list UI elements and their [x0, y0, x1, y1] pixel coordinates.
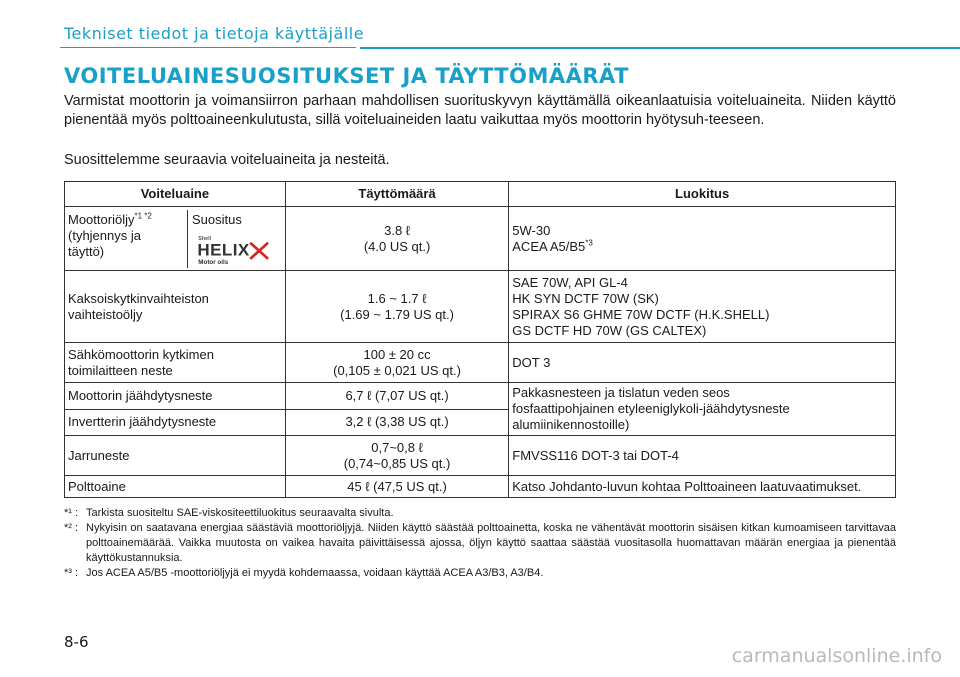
engine-oil-acea-footnote-ref: *3: [585, 238, 593, 248]
clutch-fluid-classification: DOT 3: [509, 343, 896, 383]
table-row-dct-oil: [65, 271, 896, 343]
table-row-brake-fluid: [65, 436, 896, 476]
brake-fluid-capacity: [285, 436, 508, 476]
engine-oil-label-line2: (tyhjennys ja: [68, 227, 141, 243]
inverter-coolant-capacity: 3,2 ℓ (3,38 US qt.): [285, 409, 508, 436]
engine-oil-qty-litres: 3.8 ℓ: [384, 222, 410, 238]
dct-oil-capacity: [285, 271, 508, 343]
dct-oil-class-line: HK SYN DCTF 70W (SK): [512, 290, 659, 306]
engine-oil-footnote-ref: *1 *2: [134, 211, 152, 221]
engine-oil-label-line1: Moottoriöljy: [68, 211, 135, 227]
dct-oil-label-line1: Kaksoiskytkinvaihteiston: [68, 290, 209, 306]
watermark: carmanualsonline.info: [731, 645, 942, 667]
brake-fluid-classification: FMVSS116 DOT-3 tai DOT-4: [509, 436, 896, 476]
clutch-fluid-capacity: [285, 343, 508, 383]
engine-oil-qty-usqt: (4.0 US qt.): [363, 238, 431, 254]
footnotes: [64, 506, 896, 581]
shell-recommendation: [187, 210, 285, 268]
clutch-fluid-qty-usqt: (0,105 ± 0,021 US qt.): [333, 362, 461, 378]
page-heading: VOITELUAINESUOSITUKSET JA TÄYTTÖMÄÄRÄT: [64, 64, 629, 88]
clutch-fluid-label-line1: Sähkömoottorin kytkimen: [68, 346, 214, 362]
engine-oil-viscosity: 5W-30: [512, 222, 551, 238]
fuel-label: Polttoaine: [65, 476, 286, 498]
shell-helix-logo: [192, 232, 278, 266]
footnote-mark: *¹ :: [64, 507, 79, 519]
engine-coolant-label: Moottorin jäähdytysneste: [65, 383, 286, 410]
engine-oil-label: [65, 210, 187, 268]
engine-oil-cell: [65, 207, 286, 271]
clutch-fluid-label-line2: toimilaitteen neste: [68, 362, 173, 378]
engine-oil-classification: [509, 207, 896, 271]
table-row-engine-coolant: [65, 383, 896, 410]
dct-oil-label-line2: vaihteistoöljy: [68, 306, 143, 322]
intro-paragraph: Varmistat moottorin ja voimansiirron parhaan mahdollisen suorituskyvyn käyttämällä oikeanlaatuisia voiteluaineita. Niiden käyttö pienentää myös polttoaineenkulutusta, sillä voiteluaineiden laatu vaikuttaa myös moottorin hyötysuh-teeseen.: [64, 93, 896, 128]
inverter-coolant-label: Invertterin jäähdytysneste: [65, 409, 286, 436]
engine-oil-capacity: [285, 207, 508, 271]
dct-oil-qty-usqt: (1.69 ~ 1.79 US qt.): [340, 306, 454, 322]
dct-oil-class-line: SAE 70W, API GL-4: [512, 274, 628, 290]
footnote-1: [64, 506, 896, 521]
dct-oil-class-line: SPIRAX S6 GHME 70W DCTF (H.K.SHELL): [512, 306, 770, 322]
footnote-mark: *² :: [64, 522, 79, 534]
fuel-classification: Katso Johdanto-luvun kohtaa Polttoaineen laatuvaatimukset.: [509, 476, 896, 498]
column-header-capacity: Täyttömäärä: [285, 182, 508, 207]
svg-text:HELIX: HELIX: [197, 239, 250, 259]
page-number: 8-6: [64, 633, 89, 651]
intro-paragraph-2: Suosittelemme seuraavia voiteluaineita ja nesteitä.: [64, 152, 390, 168]
table-row-fuel: [65, 476, 896, 498]
table-row-clutch-fluid: [65, 343, 896, 383]
brake-fluid-label: Jarruneste: [65, 436, 286, 476]
table-header-row: [65, 182, 896, 207]
footnote-text: Tarkista suositeltu SAE-viskositeettiluokitus seuraavalta sivulta.: [86, 507, 394, 519]
table-row-engine-oil: [65, 207, 896, 271]
footnote-text: Jos ACEA A5/B5 -moottoriöljyjä ei myydä kohdemaassa, voidaan käyttää ACEA A3/B3, A3/B4.: [86, 567, 544, 579]
recommendation-label: Suositus: [192, 211, 242, 227]
svg-text:Shell: Shell: [198, 235, 212, 242]
footnote-text: Nykyisin on saatavana energiaa säästäviä moottoriöljyjä. Niiden käyttö säästää polttoainetta, koska ne vähentävät moottorin sisäisen kitkan kumoamiseen tarvittavaa polttoainemäärää. Vaikka muutosta on vaikea havaita päivittäisessä ajossa, öljyn käyttö saattaa säästää vuositasolla huomattavan määrän energiaa ja pienentää käyttökustannuksia.: [86, 522, 896, 564]
coolant-classification: [509, 383, 896, 436]
coolant-class-line1: Pakkasnesteen ja tislatun veden seos: [512, 385, 730, 400]
column-header-classification: Luokitus: [509, 182, 896, 207]
dct-oil-label: [65, 271, 286, 343]
clutch-fluid-label: [65, 343, 286, 383]
footnote-3: [64, 566, 896, 581]
footnote-mark: *³ :: [64, 567, 79, 579]
footnote-2: [64, 521, 896, 566]
column-header-lubricant: Voiteluaine: [65, 182, 286, 207]
svg-text:Motor oils: Motor oils: [198, 258, 229, 266]
brake-fluid-qty-litres: 0,7~0,8 ℓ: [371, 439, 423, 455]
dct-oil-qty-litres: 1.6 ~ 1.7 ℓ: [367, 290, 427, 306]
coolant-class-line2: fosfaattipohjainen etyleeniglykoli-jäähdytysneste alumiinikennostoille): [512, 401, 790, 432]
clutch-fluid-qty-cc: 100 ± 20 cc: [363, 346, 431, 362]
dct-oil-classification: [509, 271, 896, 343]
fuel-capacity: 45 ℓ (47,5 US qt.): [285, 476, 508, 498]
engine-oil-label-line3: täyttö): [68, 243, 105, 259]
dct-oil-class-line: GS DCTF HD 70W (GS CALTEX): [512, 322, 707, 338]
engine-oil-acea: ACEA A5/B5: [512, 238, 586, 254]
header-rule: [360, 47, 960, 49]
engine-coolant-capacity: 6,7 ℓ (7,07 US qt.): [285, 383, 508, 410]
lubricant-table: [64, 181, 896, 498]
section-title: Tekniset tiedot ja tietoja käyttäjälle: [64, 24, 365, 43]
header-rule-left: [60, 47, 356, 48]
brake-fluid-qty-usqt: (0,74~0,85 US qt.): [343, 455, 451, 471]
